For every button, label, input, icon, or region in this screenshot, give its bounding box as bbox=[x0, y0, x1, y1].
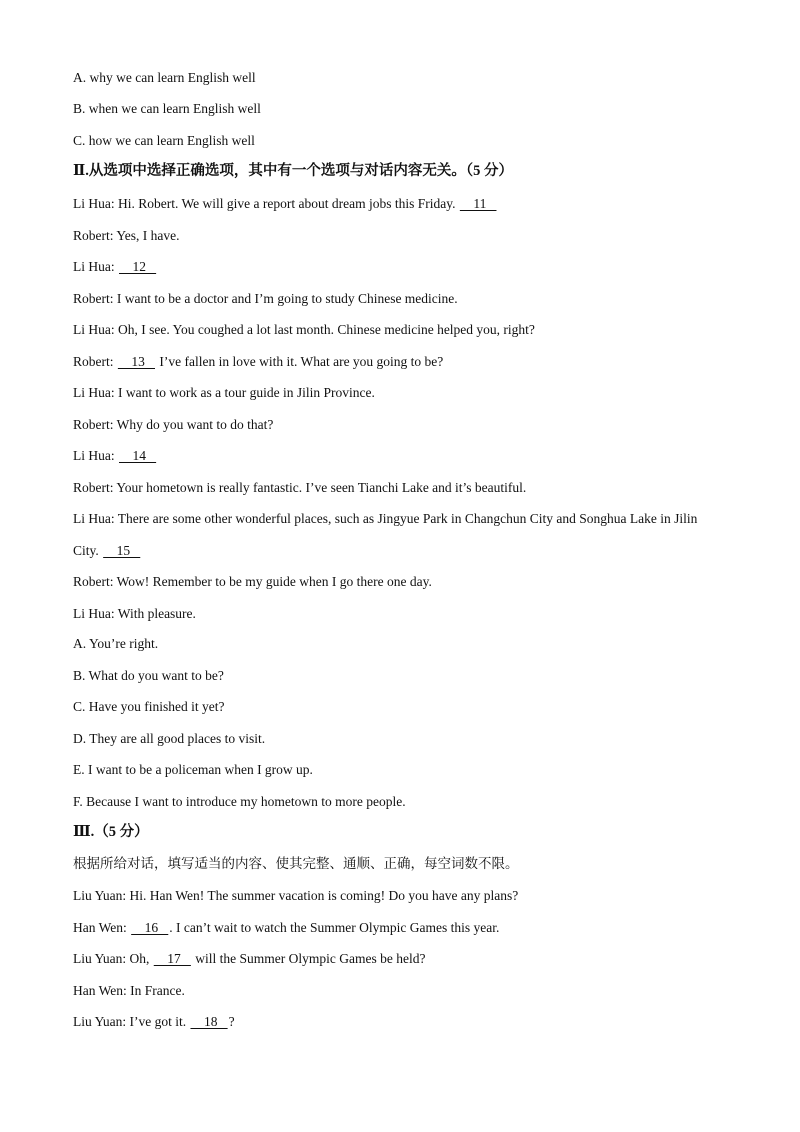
blank-number: 13 bbox=[117, 353, 155, 369]
section2-line bbox=[73, 447, 760, 465]
answer-blank[interactable] bbox=[189, 1013, 228, 1031]
dialogue-text: Liu Yuan: Hi. Han Wen! The summer vacation is coming! Do you have any plans? bbox=[73, 888, 519, 903]
dialogue-text: Li Hua: Oh, I see. You coughed a lot last month. Chinese medicine helped you, right? bbox=[73, 322, 535, 337]
dialogue-text: Li Hua: bbox=[73, 259, 118, 274]
section3-heading: Ⅲ.（5 分） bbox=[73, 824, 149, 840]
section2-line bbox=[73, 605, 760, 623]
section2-line bbox=[73, 542, 760, 560]
section3-line bbox=[73, 950, 760, 968]
dialogue-text: Robert: Wow! Remember to be my guide when I go there one day. bbox=[73, 574, 432, 589]
section2-line bbox=[73, 321, 760, 339]
blank-number: 15 bbox=[103, 542, 141, 558]
dialogue-text: will the Summer Olympic Games be held? bbox=[191, 951, 426, 966]
choice-option: D. They are all good places to visit. bbox=[73, 730, 266, 746]
section3-instruction: 根据所给对话，填写适当的内容、使其完整、通顺、正确，每空词数不限。 bbox=[73, 856, 519, 871]
dialogue-text: Robert: Your hometown is really fantastic. I’ve seen Tianchi Lake and it’s beautiful. bbox=[73, 479, 527, 495]
answer-blank[interactable] bbox=[117, 353, 156, 371]
blank-number: 14 bbox=[119, 448, 157, 463]
dialogue-text: Robert: bbox=[73, 353, 117, 369]
dialogue-text: Han Wen: bbox=[73, 919, 131, 935]
section2-line bbox=[73, 227, 760, 245]
dialogue-text: City. bbox=[73, 542, 103, 558]
section2-line bbox=[73, 479, 760, 497]
choice-option: A. You’re right. bbox=[73, 636, 159, 651]
option-c: C. how we can learn English well bbox=[73, 133, 255, 148]
answer-blank[interactable] bbox=[459, 195, 498, 213]
section2-line bbox=[73, 510, 760, 528]
dialogue-text: Li Hua: Hi. Robert. We will give a report about dream jobs this Friday. bbox=[73, 196, 459, 211]
section2-line bbox=[73, 573, 760, 591]
answer-blank[interactable] bbox=[153, 950, 192, 968]
section3-line bbox=[73, 1013, 760, 1031]
answer-blank[interactable] bbox=[102, 542, 141, 560]
option-b: B. when we can learn English well bbox=[73, 101, 261, 116]
dialogue-text: Liu Yuan: Oh, bbox=[73, 951, 153, 966]
dialogue-text: Liu Yuan: I’ve got it. bbox=[73, 1014, 190, 1029]
dialogue-text: Li Hua: There are some other wonderful places, such as Jingyue Park in Changchun City and Songhua Lake in Jilin bbox=[73, 511, 698, 526]
dialogue-text: Li Hua: With pleasure. bbox=[73, 605, 196, 621]
dialogue-text: ? bbox=[228, 1014, 235, 1029]
dialogue-text: . I can’t wait to watch the Summer Olympic Games this year. bbox=[169, 919, 500, 935]
option-a: A. why we can learn English well bbox=[73, 70, 256, 85]
choice-option: B. What do you want to be? bbox=[73, 667, 224, 683]
answer-blank[interactable] bbox=[130, 919, 169, 937]
section2-line bbox=[73, 290, 760, 308]
blank-number: 18 bbox=[190, 1014, 228, 1029]
dialogue-text: I’ve fallen in love with it. What are you going to be? bbox=[156, 353, 444, 369]
choice-option: F. Because I want to introduce my hometown to more people. bbox=[73, 793, 406, 809]
blank-number: 17 bbox=[153, 951, 191, 966]
section2-line bbox=[73, 258, 760, 276]
section2-line bbox=[73, 416, 760, 434]
choice-option: C. Have you finished it yet? bbox=[73, 699, 225, 714]
section3-line bbox=[73, 887, 760, 905]
choice-option: E. I want to be a policeman when I grow up. bbox=[73, 762, 313, 777]
dialogue-text: Li Hua: I want to work as a tour guide in Jilin Province. bbox=[73, 385, 375, 400]
section2-line bbox=[73, 195, 760, 213]
dialogue-text: Han Wen: In France. bbox=[73, 982, 185, 998]
answer-blank[interactable] bbox=[118, 258, 157, 276]
blank-number: 11 bbox=[459, 196, 497, 211]
dialogue-text: Robert: Why do you want to do that? bbox=[73, 416, 274, 432]
blank-number: 12 bbox=[119, 259, 157, 274]
dialogue-text: Li Hua: bbox=[73, 448, 118, 463]
section2-line bbox=[73, 353, 760, 371]
blank-number: 16 bbox=[131, 919, 169, 935]
answer-blank[interactable] bbox=[118, 447, 157, 465]
section3-line bbox=[73, 919, 760, 937]
section2-line bbox=[73, 384, 760, 402]
section2-heading: Ⅱ.从选项中选择正确选项，其中有一个选项与对话内容无关。（5 分） bbox=[73, 163, 513, 179]
section3-line bbox=[73, 982, 760, 1000]
dialogue-text: Robert: Yes, I have. bbox=[73, 227, 180, 243]
dialogue-text: Robert: I want to be a doctor and I’m going to study Chinese medicine. bbox=[73, 290, 458, 306]
